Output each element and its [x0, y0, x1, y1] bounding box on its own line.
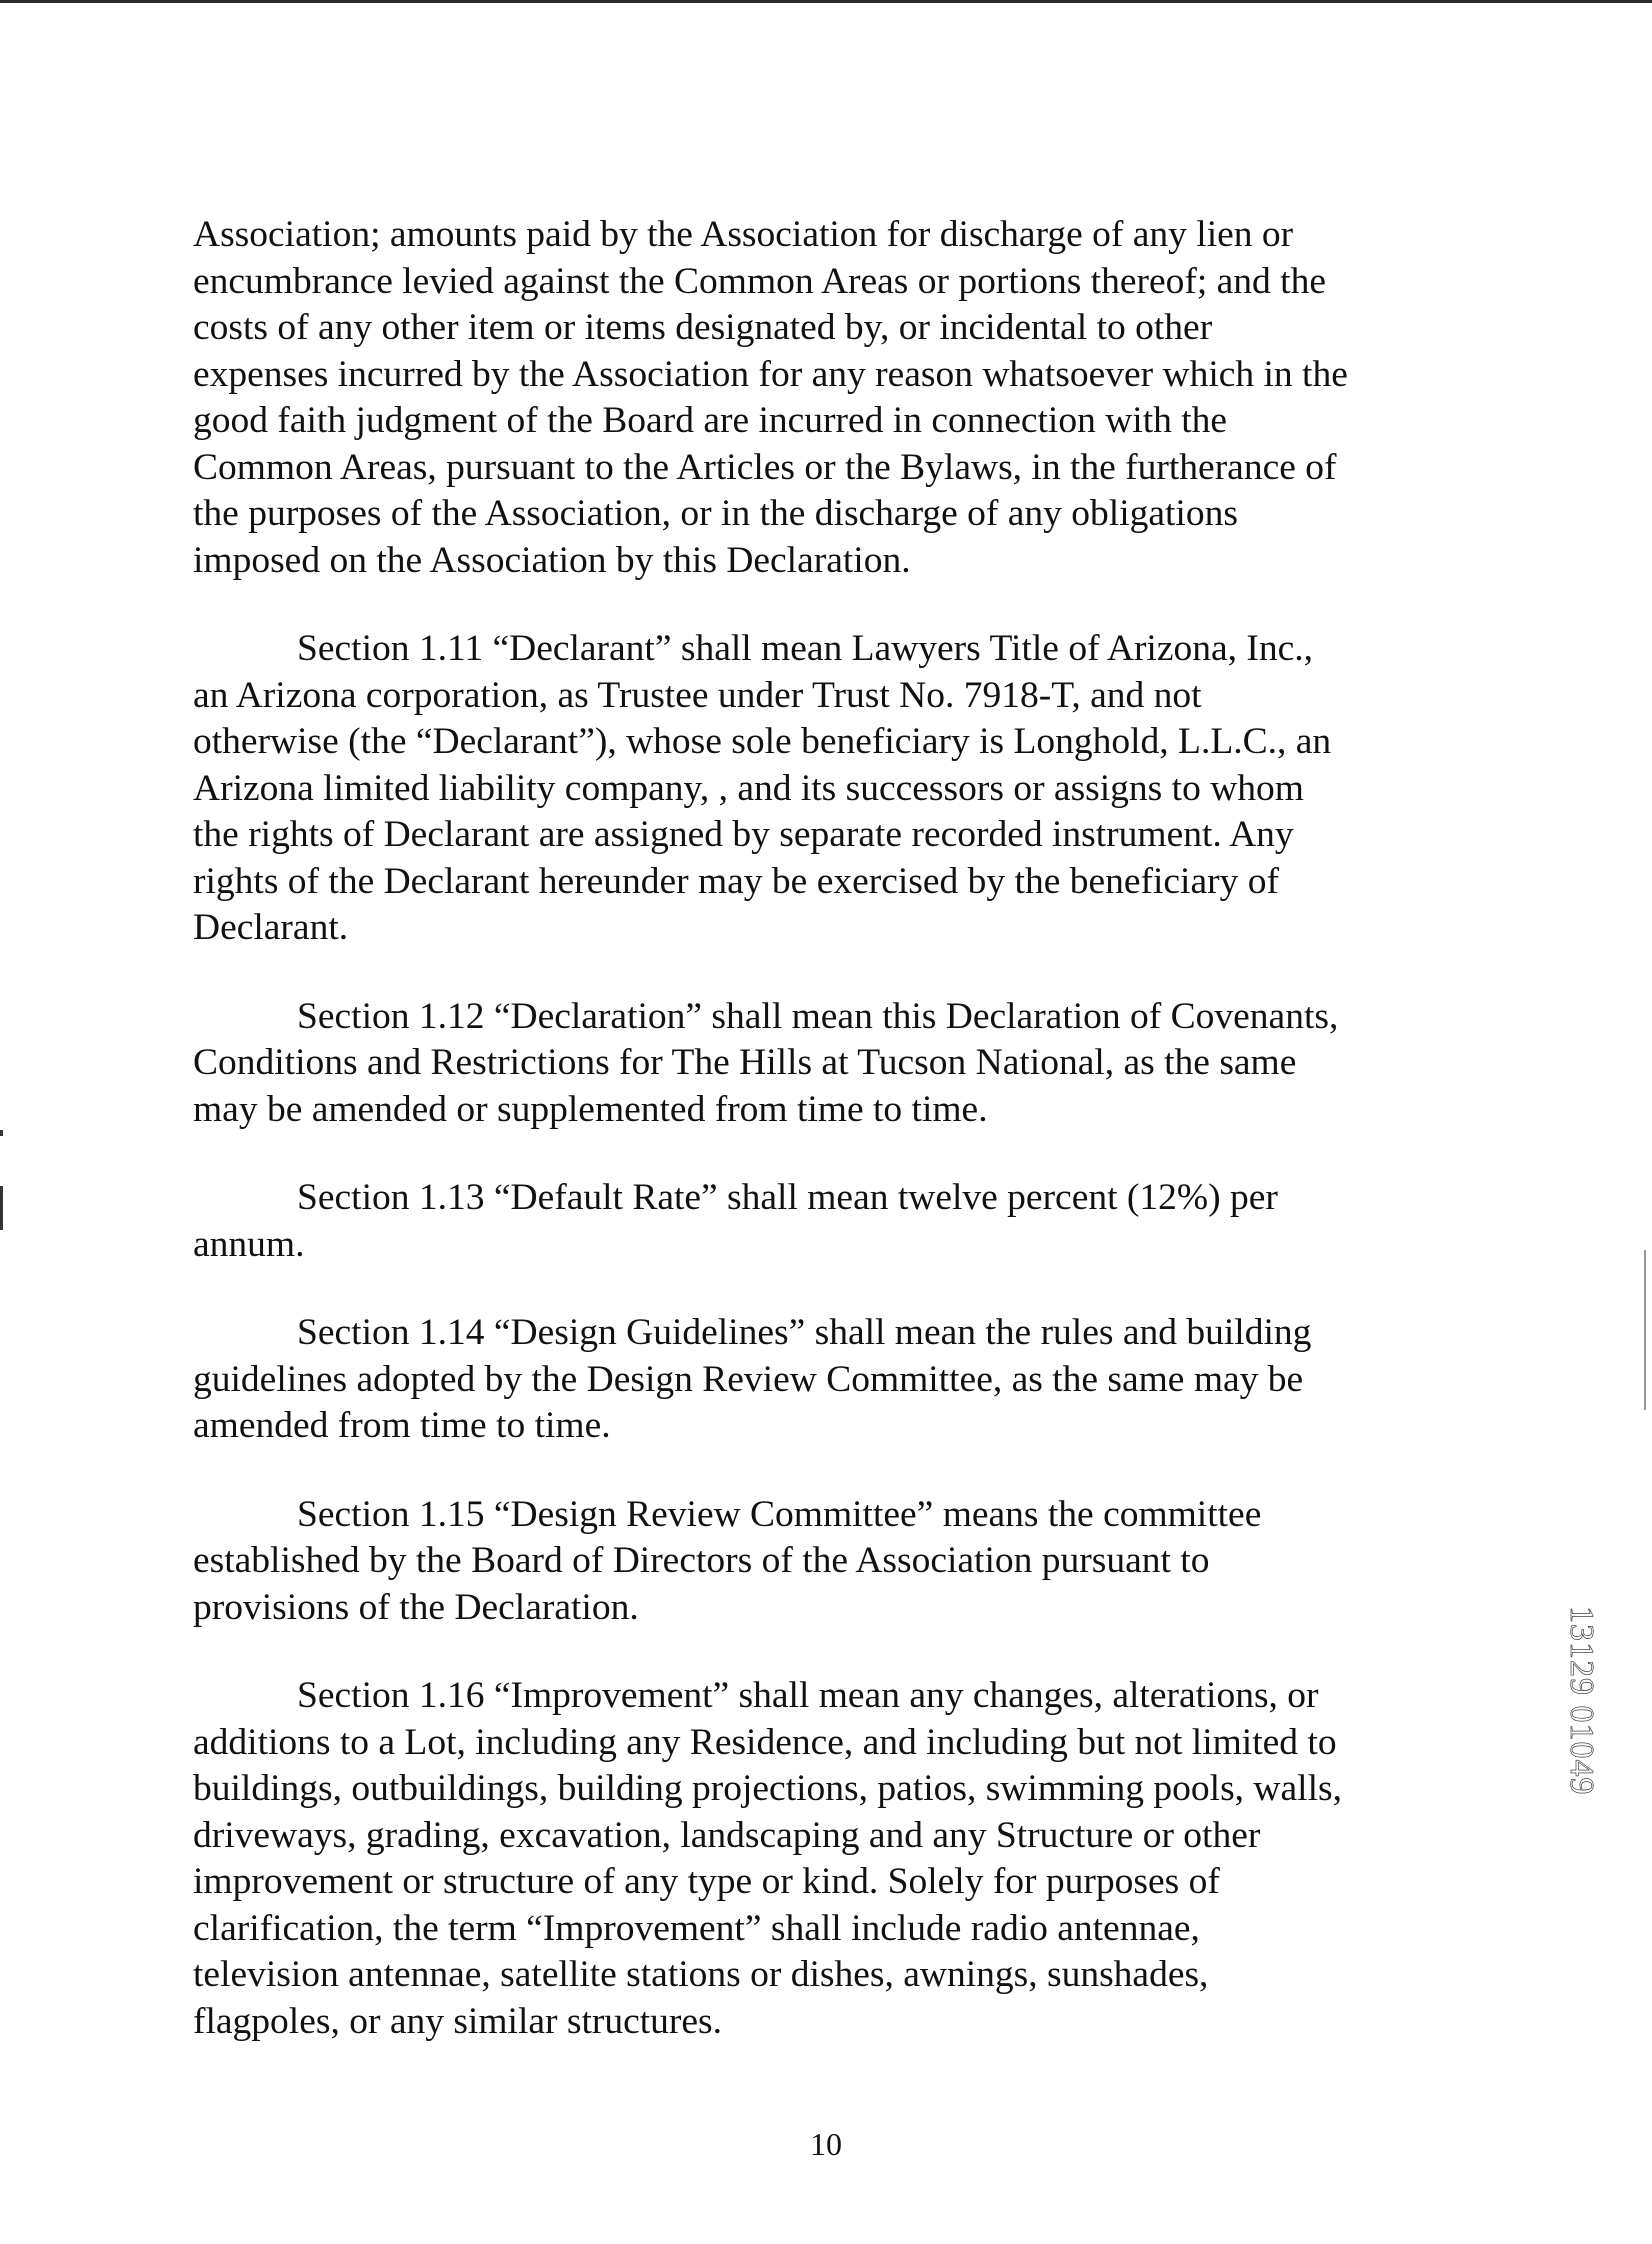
page-number: 10: [810, 2126, 842, 2162]
scan-left-mark: [0, 1186, 3, 1230]
paragraph-section-1-15: Section 1.15 “Design Review Committee” means the committee established by the Board of Directors of the Association pursuant to provisions of the Declaration.: [193, 1493, 1262, 1628]
paragraph-section-1-11: Section 1.11 “Declarant” shall mean Lawyers Title of Arizona, Inc., an Arizona corporation, as Trustee under Trust No. 7918-T, and not otherwise (the “Declarant”), whose sole beneficiary is Longhold, L.L.C., an Arizona limited liability company, , and its successors or assigns to whom the rights of Declarant are assigned by separate recorded instrument. Any rights of the Declarant hereunder may be exercised by the beneficiary of Declarant.: [193, 628, 1332, 948]
recording-stamp: [1563, 1606, 1630, 1936]
recording-stamp-text: 13129 01049: [1563, 1606, 1600, 1796]
scan-right-mark: [1644, 1250, 1646, 1410]
document-body: [193, 212, 1453, 2087]
paragraph-section-1-14: Section 1.14 “Design Guidelines” shall mean the rules and building guidelines adopted by the Design Review Committee, as the same may be amended from time to time.: [193, 1312, 1312, 1446]
paragraph-continuation: Association; amounts paid by the Association for discharge of any lien or encumbrance levied against the Common Areas or portions thereof; and the costs of any other item or items designated by, or incidental to other expenses incurred by the Association for any reason whatsoever which in the good faith judgment of the Board are incurred in connection with the Common Areas, pursuant to the Articles or the Bylaws, in the furtherance of the purposes of the Association, or in the discharge of any obligations imposed on the Association by this Declaration.: [193, 214, 1348, 581]
scan-left-mark: [0, 1130, 3, 1136]
paragraph-section-1-13: Section 1.13 “Default Rate” shall mean twelve percent (12%) per annum.: [193, 1177, 1278, 1265]
paragraph-section-1-16: Section 1.16 “Improvement” shall mean any changes, alterations, or additions to a Lot, including any Residence, and including but not limited to buildings, outbuildings, building projections, patios, swimming pools, walls, driveways, grading, excavation, landscaping and any Structure or other improvement or structure of any type or kind. Solely for purposes of clarification, the term “Improvement” shall include radio antennae, television antennae, satellite stations or dishes, awnings, sunshades, flagpoles, or any similar structures.: [193, 1675, 1342, 2042]
paragraph-section-1-12: Section 1.12 “Declaration” shall mean this Declaration of Covenants, Conditions and Restrictions for The Hills at Tucson National, as the same may be amended or supplemented from time to time.: [193, 995, 1339, 1130]
scan-top-edge: [0, 0, 1652, 3]
